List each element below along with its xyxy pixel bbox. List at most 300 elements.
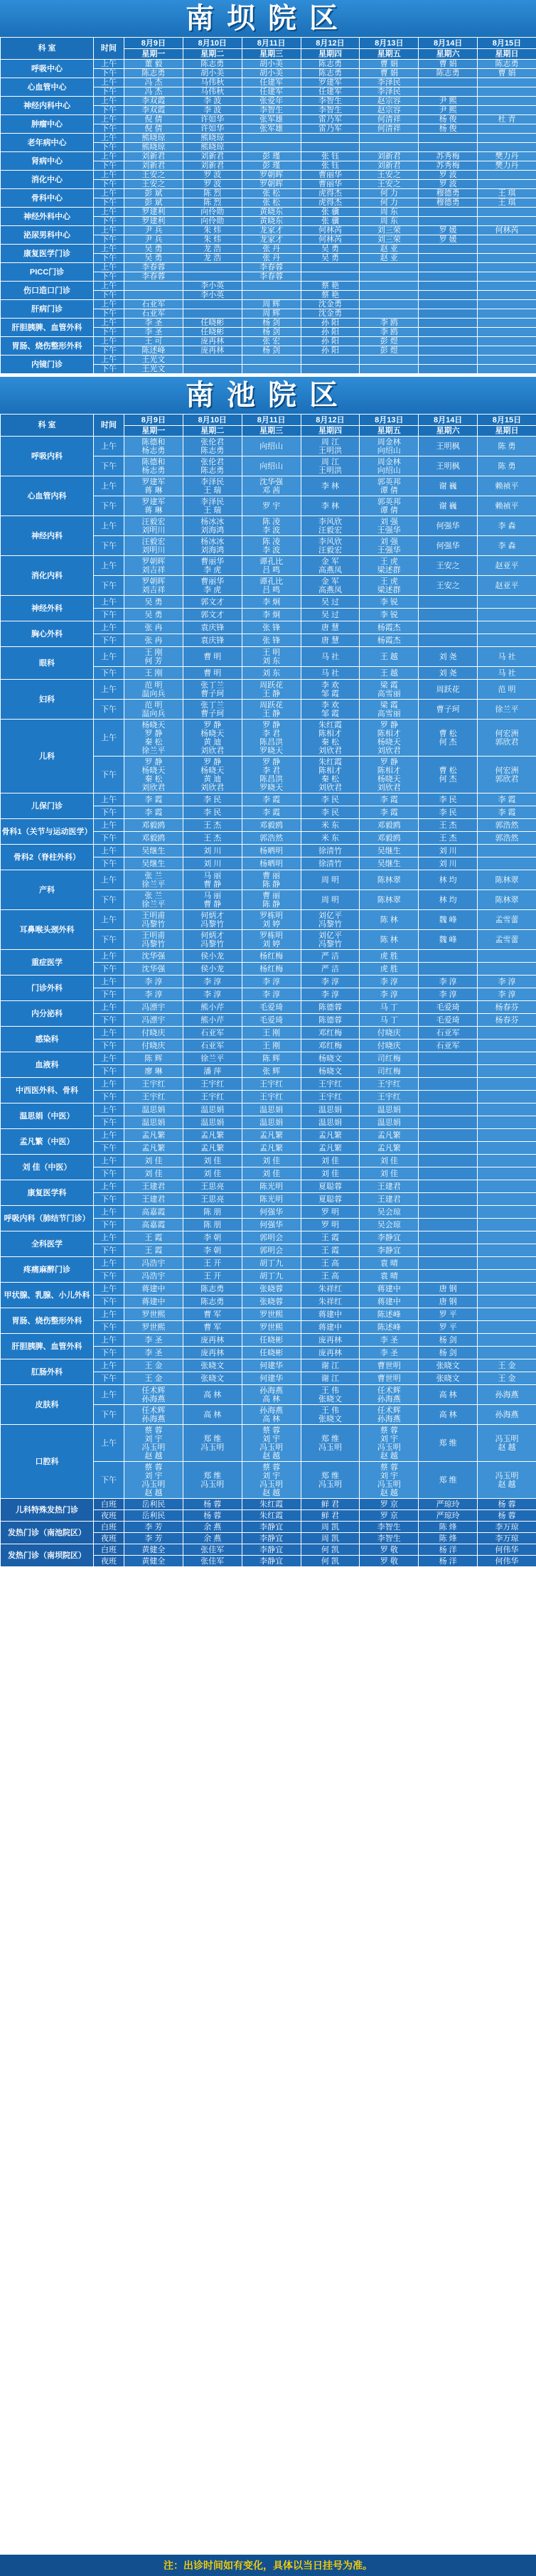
doctor-cell [301, 680, 360, 700]
doctor-name: 夏聪蓉 [318, 1195, 342, 1204]
doctor-cell [360, 720, 419, 757]
schedule-row [1, 1257, 536, 1270]
time-slot: 下午 [94, 106, 124, 115]
doctor-cell [301, 1180, 360, 1193]
doctor-cell [124, 198, 183, 208]
doctor-name: 李 波 [203, 106, 222, 114]
doctor-cell [183, 680, 242, 700]
time-slot: 上午 [94, 1334, 124, 1347]
doctor-cell [124, 1167, 183, 1180]
doctor-name: 何建华 [259, 1374, 284, 1383]
doctor-cell [478, 819, 536, 832]
doctor-cell [124, 319, 183, 328]
doctor-cell [360, 1180, 419, 1193]
doctor-name: 范 明 [144, 680, 163, 690]
doctor-name: 王安之 [377, 171, 401, 179]
schedule-row [1, 356, 536, 365]
special-row [1, 1522, 536, 1533]
time-slot: 上午 [94, 337, 124, 346]
doctor-name: 杨 剑 [262, 346, 281, 355]
doctor-cell [478, 634, 536, 647]
doctor-name: 孟凡繁 [200, 1131, 225, 1140]
schedule-row [1, 319, 536, 328]
doctor-name: 李静宜 [377, 1233, 401, 1242]
doctor-name: 李 淳 [144, 990, 163, 999]
doctor-name: 李 霞 [380, 808, 398, 817]
doctor-cell [419, 1001, 478, 1014]
doctor-cell [478, 198, 536, 208]
dept-name: 肝病门诊 [1, 300, 94, 319]
doctor-name: 王 杰 [439, 821, 457, 830]
time-slot: 下午 [94, 1244, 124, 1257]
doctor-cell [478, 115, 536, 124]
doctor-name: 王 琪 [498, 189, 516, 198]
doctor-name: 李双霞 [141, 97, 166, 105]
doctor-name: 王 刚 [144, 648, 163, 657]
doctor-name: 陈述峰 [141, 346, 166, 355]
doctor-cell [183, 337, 242, 346]
doctor-name: 赵 越 [498, 1443, 516, 1452]
doctor-name: 张晓蓉 [259, 1284, 284, 1293]
doctor-name: 李 圣 [380, 1348, 398, 1357]
doctor-name: 曹 静 [203, 880, 222, 889]
doctor-cell [478, 161, 536, 171]
doctor-name: 曹 松 [439, 766, 457, 775]
doctor-name: 李 霞 [262, 808, 281, 817]
doctor-cell [419, 263, 478, 272]
doctor-name: 刘 强 [380, 517, 398, 526]
doctor-name: 罗 静 [380, 757, 398, 766]
time-slot: 上午 [94, 97, 124, 106]
doctor-name: 王 越 [380, 668, 398, 678]
time-slot: 下午 [94, 988, 124, 1001]
header-weekday: 星期二 [183, 49, 242, 60]
doctor-cell: 杨 洋 [419, 1544, 478, 1556]
doctor-cell [360, 1040, 419, 1052]
doctor-cell [183, 291, 242, 300]
doctor-cell [419, 78, 478, 87]
doctor-name: 李 朝 [203, 1246, 222, 1255]
doctor-cell [301, 1142, 360, 1155]
doctor-name: 陈 辉 [262, 1054, 281, 1063]
doctor-cell [124, 1091, 183, 1103]
doctor-cell [419, 793, 478, 806]
doctor-cell [242, 621, 301, 634]
doctor-cell [124, 346, 183, 356]
doctor-cell [419, 254, 478, 263]
doctor-cell [478, 596, 536, 609]
schedule-row [1, 1078, 536, 1091]
doctor-cell [242, 161, 301, 171]
doctor-name: 何炳才 [200, 931, 225, 940]
doctor-name: 周跃花 [259, 680, 284, 690]
doctor-name: 陈 辉 [144, 1054, 163, 1063]
doctor-cell [419, 1027, 478, 1040]
doctor-name: 冯玉明 [200, 1480, 225, 1489]
doctor-cell [242, 171, 301, 180]
doctor-cell [183, 1065, 242, 1078]
doctor-name: 刘 强 [380, 537, 398, 546]
doctor-cell [183, 1359, 242, 1372]
doctor-name: 金 军 [321, 557, 339, 566]
doctor-name: 罗 明 [321, 1220, 339, 1229]
schedule-row [1, 680, 536, 700]
doctor-cell [124, 1065, 183, 1078]
doctor-cell [183, 1129, 242, 1142]
doctor-name: 王 霞 [321, 1233, 339, 1242]
time-slot: 上午 [94, 245, 124, 254]
doctor-cell [183, 1385, 242, 1405]
doctor-cell [183, 254, 242, 263]
doctor-cell [478, 337, 536, 346]
doctor-cell [419, 976, 478, 988]
doctor-name: 王 越 [380, 652, 398, 661]
doctor-cell [360, 1206, 419, 1219]
time-slot: 上午 [94, 1308, 124, 1321]
doctor-cell [301, 1425, 360, 1462]
nanchi-schedule-table [0, 414, 536, 1567]
doctor-cell [183, 328, 242, 337]
schedule-row [1, 1155, 536, 1167]
doctor-name: 李双霞 [141, 106, 166, 114]
dept-name: 甲状腺、乳腺、小儿外科 [1, 1283, 94, 1308]
doctor-name: 赵 越 [498, 1480, 516, 1489]
doctor-cell [419, 1193, 478, 1206]
doctor-name: 罗建军 [141, 477, 166, 486]
doctor-name: 谭 倩 [380, 486, 398, 495]
doctor-name: 孟凡繁 [200, 1143, 225, 1153]
doctor-name: 李 虎 [203, 585, 222, 594]
time-slot: 下午 [94, 536, 124, 556]
doctor-name: 王 刚 [262, 1041, 281, 1050]
doctor-name: 冯玉明 [141, 1480, 166, 1489]
doctor-cell [478, 890, 536, 910]
doctor-cell [183, 152, 242, 161]
doctor-cell [183, 309, 242, 319]
schedule-row [1, 437, 536, 456]
doctor-cell: 张佳军 [183, 1556, 242, 1567]
header-dept: 科 室 [1, 38, 94, 60]
doctor-name: 陈 凌 [262, 537, 281, 546]
doctor-cell [478, 1321, 536, 1334]
doctor-cell: 余 燕 [183, 1533, 242, 1544]
doctor-cell [360, 1372, 419, 1385]
doctor-name: 穆德勇 [436, 189, 460, 198]
doctor-cell [124, 556, 183, 576]
doctor-name: 彭 瑾 [262, 152, 281, 161]
doctor-cell [301, 254, 360, 263]
dept-name: 肝胆胰脾、血管外科 [1, 1334, 94, 1359]
doctor-cell [124, 1372, 183, 1385]
doctor-cell [124, 1116, 183, 1129]
schedule-row [1, 1129, 536, 1142]
doctor-cell [124, 700, 183, 720]
doctor-name: 李 森 [498, 541, 516, 550]
doctor-cell [242, 806, 301, 819]
schedule-row [1, 720, 536, 757]
time-slot: 上午 [94, 556, 124, 576]
doctor-name: 陈述峰 [377, 1310, 401, 1319]
doctor-name: 杨晓天 [377, 737, 401, 747]
doctor-name: 李 淳 [203, 990, 222, 999]
doctor-name: 王思亮 [200, 1182, 225, 1191]
schedule-row [1, 793, 536, 806]
header-date: 8月11日 [242, 415, 301, 426]
doctor-name: 吴继生 [141, 859, 166, 868]
doctor-name: 任术辉 [377, 1386, 401, 1395]
doctor-name: 赵 越 [144, 1488, 163, 1497]
doctor-name: 胡小美 [259, 60, 284, 68]
doctor-cell: 杨 洋 [419, 1556, 478, 1567]
doctor-cell [242, 1065, 301, 1078]
doctor-cell [183, 1052, 242, 1065]
doctor-cell [242, 152, 301, 161]
doctor-cell [301, 1103, 360, 1116]
doctor-cell [301, 328, 360, 337]
doctor-cell [301, 143, 360, 152]
time-slot: 上午 [94, 1231, 124, 1244]
doctor-cell [419, 1425, 478, 1462]
doctor-name: 刘欣君 [141, 783, 166, 792]
doctor-cell [478, 309, 536, 319]
time-slot: 下午 [94, 217, 124, 226]
doctor-cell [419, 870, 478, 890]
doctor-cell [183, 576, 242, 596]
doctor-cell [360, 78, 419, 87]
doctor-cell [301, 647, 360, 667]
time-slot: 上午 [94, 1103, 124, 1116]
doctor-name: 刘亿平 [318, 911, 342, 920]
time-slot: 下午 [94, 143, 124, 152]
doctor-name: 司红梅 [377, 1054, 401, 1063]
doctor-cell [360, 963, 419, 976]
time-slot: 上午 [94, 596, 124, 609]
time-slot: 下午 [94, 667, 124, 680]
doctor-cell [183, 78, 242, 87]
doctor-name: 赵宗容 [377, 97, 401, 105]
header-row-dates [1, 38, 536, 49]
doctor-cell [242, 1308, 301, 1321]
doctor-cell [419, 282, 478, 291]
doctor-cell [242, 930, 301, 950]
doctor-cell [124, 1040, 183, 1052]
doctor-cell [124, 1244, 183, 1257]
doctor-cell [419, 60, 478, 69]
time-slot: 上午 [94, 621, 124, 634]
doctor-name: 刘 佳 [262, 1169, 281, 1178]
doctor-cell [419, 667, 478, 680]
dept-name: 心血管中心 [1, 78, 94, 97]
doctor-cell [124, 1155, 183, 1167]
doctor-cell [183, 1270, 242, 1283]
doctor-cell [478, 291, 536, 300]
doctor-cell [360, 189, 419, 198]
doctor-cell [242, 634, 301, 647]
doctor-cell [301, 1193, 360, 1206]
doctor-name: 李春蓉 [259, 272, 284, 281]
doctor-cell [124, 476, 183, 496]
doctor-name: 刘欣君 [200, 783, 225, 792]
doctor-name: 李 朝 [203, 1233, 222, 1242]
time-slot: 下午 [94, 1462, 124, 1499]
doctor-cell [242, 456, 301, 476]
doctor-name: 李春蓉 [141, 272, 166, 281]
dept-name: 刘 佳（中医） [1, 1155, 94, 1180]
doctor-name: 汪毅宏 [318, 525, 342, 535]
doctor-cell [183, 963, 242, 976]
doctor-name: 高 林 [439, 1390, 457, 1399]
doctor-cell [242, 1321, 301, 1334]
time-slot: 上午 [94, 1155, 124, 1167]
doctor-cell [242, 300, 301, 309]
doctor-name: 熊晓琼 [141, 134, 166, 142]
doctor-cell [124, 845, 183, 857]
time-slot: 下午 [94, 161, 124, 171]
dept-name: 妇科 [1, 680, 94, 720]
doctor-cell [242, 1180, 301, 1193]
doctor-cell [301, 161, 360, 171]
doctor-cell [360, 328, 419, 337]
doctor-name: 刘 宇 [144, 1471, 163, 1480]
doctor-cell [301, 60, 360, 69]
doctor-name: 王 杰 [439, 833, 457, 843]
doctor-cell [183, 356, 242, 365]
doctor-name: 王 可 [144, 337, 163, 346]
doctor-name: 何 力 [380, 198, 398, 207]
doctor-name: 刘欣君 [200, 746, 225, 755]
doctor-name: 刘新君 [141, 152, 166, 161]
doctor-name: 熊小芹 [200, 1003, 225, 1012]
doctor-cell [478, 476, 536, 496]
doctor-name: 郭欣君 [495, 774, 519, 784]
doctor-name: 刘 佳 [144, 1169, 163, 1178]
doctor-name: 李 波 [203, 97, 222, 105]
doctor-cell [360, 152, 419, 161]
doctor-cell [183, 1231, 242, 1244]
doctor-name: 谢 江 [321, 1361, 339, 1370]
time-slot: 下午 [94, 700, 124, 720]
doctor-name: 王 霞 [144, 1246, 163, 1255]
doctor-cell [419, 1270, 478, 1283]
doctor-name: 陈志勇 [200, 1284, 225, 1293]
doctor-cell [124, 1142, 183, 1155]
doctor-cell [124, 930, 183, 950]
doctor-name: 蔡 蓉 [380, 1426, 398, 1435]
doctor-name: 张丁兰 [200, 700, 225, 710]
doctor-name: 孙 阳 [321, 319, 339, 327]
doctor-name: 冯玉明 [318, 1443, 342, 1452]
doctor-name: 李 波 [262, 525, 281, 535]
doctor-cell [124, 536, 183, 556]
doctor-name: 冯黎竹 [200, 939, 225, 948]
doctor-name: 付晓庆 [377, 1041, 401, 1050]
special-dept-name: 发热门诊（南池院区） [1, 1522, 94, 1544]
doctor-cell [301, 1116, 360, 1129]
dept-name: 康复医学科 [1, 1180, 94, 1206]
doctor-name: 王 伟 [321, 1386, 339, 1395]
doctor-name: 刘亿平 [318, 931, 342, 940]
doctor-name: 任晓彬 [200, 319, 225, 327]
doctor-cell [478, 263, 536, 272]
doctor-name: 曹 娟 [380, 60, 398, 68]
time-slot: 上午 [94, 910, 124, 930]
doctor-cell [124, 1257, 183, 1270]
doctor-name: 袁庆锋 [200, 636, 225, 645]
doctor-name: 刘新君 [200, 161, 225, 170]
doctor-cell [124, 516, 183, 536]
doctor-cell [360, 950, 419, 963]
doctor-cell [360, 516, 419, 536]
doctor-cell [124, 78, 183, 87]
doctor-name: 林 均 [439, 895, 457, 904]
time-slot: 上午 [94, 680, 124, 700]
doctor-name: 张 兰 [144, 871, 163, 880]
doctor-name: 曹子珂 [436, 705, 460, 714]
dept-name: 血液科 [1, 1052, 94, 1078]
doctor-cell [360, 1155, 419, 1167]
dept-name: 康复医学门诊 [1, 245, 94, 263]
doctor-name: 孙海燕 [495, 1410, 519, 1419]
doctor-cell [183, 536, 242, 556]
nanchi-title: 南池院区 [0, 377, 536, 414]
doctor-cell [242, 496, 301, 516]
doctor-cell [419, 680, 478, 700]
time-slot: 下午 [94, 634, 124, 647]
doctor-name: 赵 亚 [380, 254, 398, 262]
header-date: 8月15日 [478, 415, 536, 426]
doctor-name: 黄晓东 [259, 217, 284, 225]
doctor-name: 李 炯 [262, 597, 281, 606]
doctor-cell [419, 634, 478, 647]
doctor-cell [360, 456, 419, 476]
doctor-cell [478, 69, 536, 78]
doctor-name: 彭 煜 [380, 346, 398, 355]
header-date: 8月15日 [478, 38, 536, 49]
schedule-row [1, 115, 536, 124]
shift-slot: 夜班 [94, 1533, 124, 1544]
doctor-name: 王 金 [498, 1374, 516, 1383]
doctor-cell [419, 496, 478, 516]
doctor-cell [419, 235, 478, 245]
doctor-cell [124, 1052, 183, 1065]
doctor-cell [183, 1308, 242, 1321]
doctor-name: 王思亮 [200, 1195, 225, 1204]
doctor-cell [242, 1257, 301, 1270]
doctor-cell [301, 208, 360, 217]
doctor-cell [183, 976, 242, 988]
dept-name: 肾病中心 [1, 152, 94, 171]
doctor-name: 刘 尧 [439, 652, 457, 661]
doctor-cell [360, 1244, 419, 1257]
doctor-name: 陈志勇 [200, 446, 225, 455]
dept-name: 伤口造口门诊 [1, 282, 94, 300]
doctor-cell [419, 1257, 478, 1270]
doctor-cell [242, 291, 301, 300]
doctor-name: 邹 霞 [321, 709, 339, 718]
doctor-cell: 李智生 [360, 1522, 419, 1533]
doctor-name: 尹 兵 [144, 226, 163, 235]
time-slot: 上午 [94, 282, 124, 291]
time-slot: 下午 [94, 69, 124, 78]
doctor-name: 唐 钢 [439, 1297, 457, 1306]
doctor-name: 张爱年 [259, 97, 284, 105]
doctor-name: 张 丹 [262, 245, 281, 253]
doctor-name: 刘海鸿 [200, 545, 225, 555]
time-slot: 下午 [94, 272, 124, 282]
doctor-name: 张 兰 [144, 891, 163, 900]
doctor-cell [183, 476, 242, 496]
doctor-name: 秦 松 [321, 774, 339, 784]
